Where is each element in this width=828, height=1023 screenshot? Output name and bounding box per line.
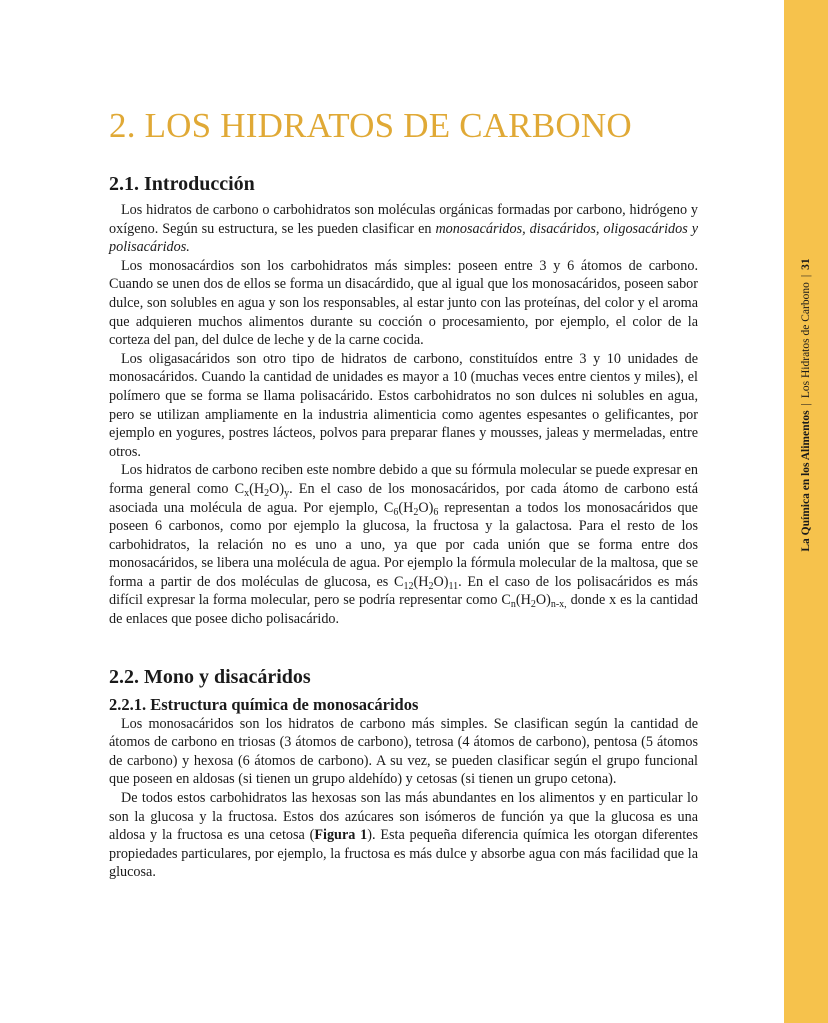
text-run: Los hidratos de carbono reciben este nombre debido a que su fórmula molecular se puede expresar en forma general como C [109, 462, 698, 497]
paragraph-formulas [109, 461, 698, 628]
text-run: ). Esta pequeña diferencia química les otorgan diferentes propiedades particulares, por ejemplo, la fructosa es más dulce y absorbe agua con más facilidad que la glucosa. [109, 827, 699, 881]
page-number: 31 [800, 258, 812, 270]
subscript: 12 [403, 580, 414, 592]
book-title: La Química en los Alimentos [800, 410, 812, 552]
chapter-title: Los Hidratos de Carbono [800, 282, 812, 399]
subsection-heading: 2.2.1. Estructura química de monosacáridos [109, 694, 419, 714]
running-header [800, 258, 812, 551]
subscript: 11 [448, 580, 459, 592]
text-run: (H [249, 480, 265, 497]
paragraph: Los monosacáridos son los hidratos de carbono más simples. Se clasifican según la cantidad de átomos de carbono en triosas (3 átomos de carbono), tetrosa (4 átomos de carbono), pentosa (5 átomos de carbono) y hexosa (6 átomos de carbono). A su vez, se pueden clasificar según el grupo funcional que poseen en aldosas (si tienen un grupo aldehído) y cetosas (si tienen un grupo cetona). [109, 715, 698, 788]
text-run: (H [515, 592, 531, 609]
text-run: donde x es la cantidad de enlaces que posee dicho polisacárido. [109, 592, 698, 628]
subscript: 2 [264, 487, 270, 499]
section-heading-intro: 2.1. Introducción [109, 173, 255, 195]
subscript: 6 [393, 506, 399, 518]
paragraph: Los oligasacáridos son otro tipo de hidratos de carbono, constituídos entre 3 y 10 unidades de monosacáridos. Cuando la cantidad de unidades es mayor a 10 (muchas veces entre cientos y miles), el polímero que se forma se llama polisacárido. Estos carbohidratos no son dulces ni solubles en agua, pero se utilizan ampliamente en la industria alimenticia como agentes espesantes o gelificantes, por ejemplo en yogures, postres lácteos, polvos para preparar flanes y mousses, jaleas y mermeladas, entre otros. [109, 350, 698, 460]
subscript: 2 [530, 599, 536, 611]
text-run: De todos estos carbohidratos las hexosas son las más abundantes en los alimentos y en particular lo son la glucosa y la fructosa. Estos dos azúcares son isómeros de función ya que la glucosa es una aldosa y la fructosa es una cetosa ( [109, 790, 698, 844]
text-run: (H [398, 499, 414, 516]
text-run: O) [418, 499, 434, 516]
paragraph [109, 789, 698, 882]
paragraph [109, 201, 698, 257]
separator: | [800, 274, 812, 278]
subscript: y [284, 487, 290, 499]
subscript: x [244, 487, 250, 499]
text-run: O) [535, 592, 551, 609]
paragraph: Los monosacárdios son los carbohidratos más simples: poseen entre 3 y 6 átomos de carbono. Cuando se unen dos de ellos se forma un disacárdido, que al igual que los monosacáridos, poseen sabor dulce, son solubles en agua y son los responsables, al estar junto con las proteínas, del color y el aroma que adquieren muchos alimentos durante su cocción o procesamiento, por ejemplo, el color de la corteza del pan, del dulce de leche y de la carne cocida. [109, 257, 698, 349]
page-content [109, 100, 698, 882]
chapter-heading: 2. LOS HIDRATOS DE CARBONO [109, 106, 632, 145]
subscript: 6 [433, 506, 439, 518]
text-run: . En el caso de los monosacáridos, por cada átomo de carbono está asociada una molécula de agua. Por ejemplo, C [109, 480, 698, 516]
subscript: n-x, [550, 599, 567, 611]
text-run: O) [433, 573, 449, 590]
text-run: O) [269, 480, 285, 497]
subscript: n [510, 599, 516, 611]
italic-run: monosacáridos, disacáridos, oligosacáridos y polisacáridos. [109, 220, 698, 256]
subscript: 2 [428, 580, 434, 592]
text-run: Los hidratos de carbono o carbohidratos son moléculas orgánicas formadas por carbono, hidrógeno y oxígeno. Según su estructura, se les pueden clasificar en [109, 202, 698, 237]
subscript: 2 [413, 506, 419, 518]
section-heading-mono: 2.2. Mono y disacáridos [109, 665, 311, 688]
text-run: representan a todos los monosacáridos que poseen 6 carbonos, como por ejemplo la glucosa, la fructosa y la galactosa. Para el resto de los carbohidratos, la relación no es uno a uno, ya que por cada unión que se forma entre dos monosacáridos, se libera una molécula de agua. Por ejemplo la fórmula molecular de la maltosa, que se forma a partir de dos moléculas de glucosa, es C [109, 499, 698, 590]
side-bar [784, 0, 828, 1023]
separator: | [800, 403, 812, 406]
text-run: (H [413, 573, 429, 590]
figure-reference: Figura 1 [314, 827, 368, 844]
text-run: . En el caso de los polisacáridos es más difícil expresar la forma molecular, pero se podría representar como C [109, 573, 698, 609]
